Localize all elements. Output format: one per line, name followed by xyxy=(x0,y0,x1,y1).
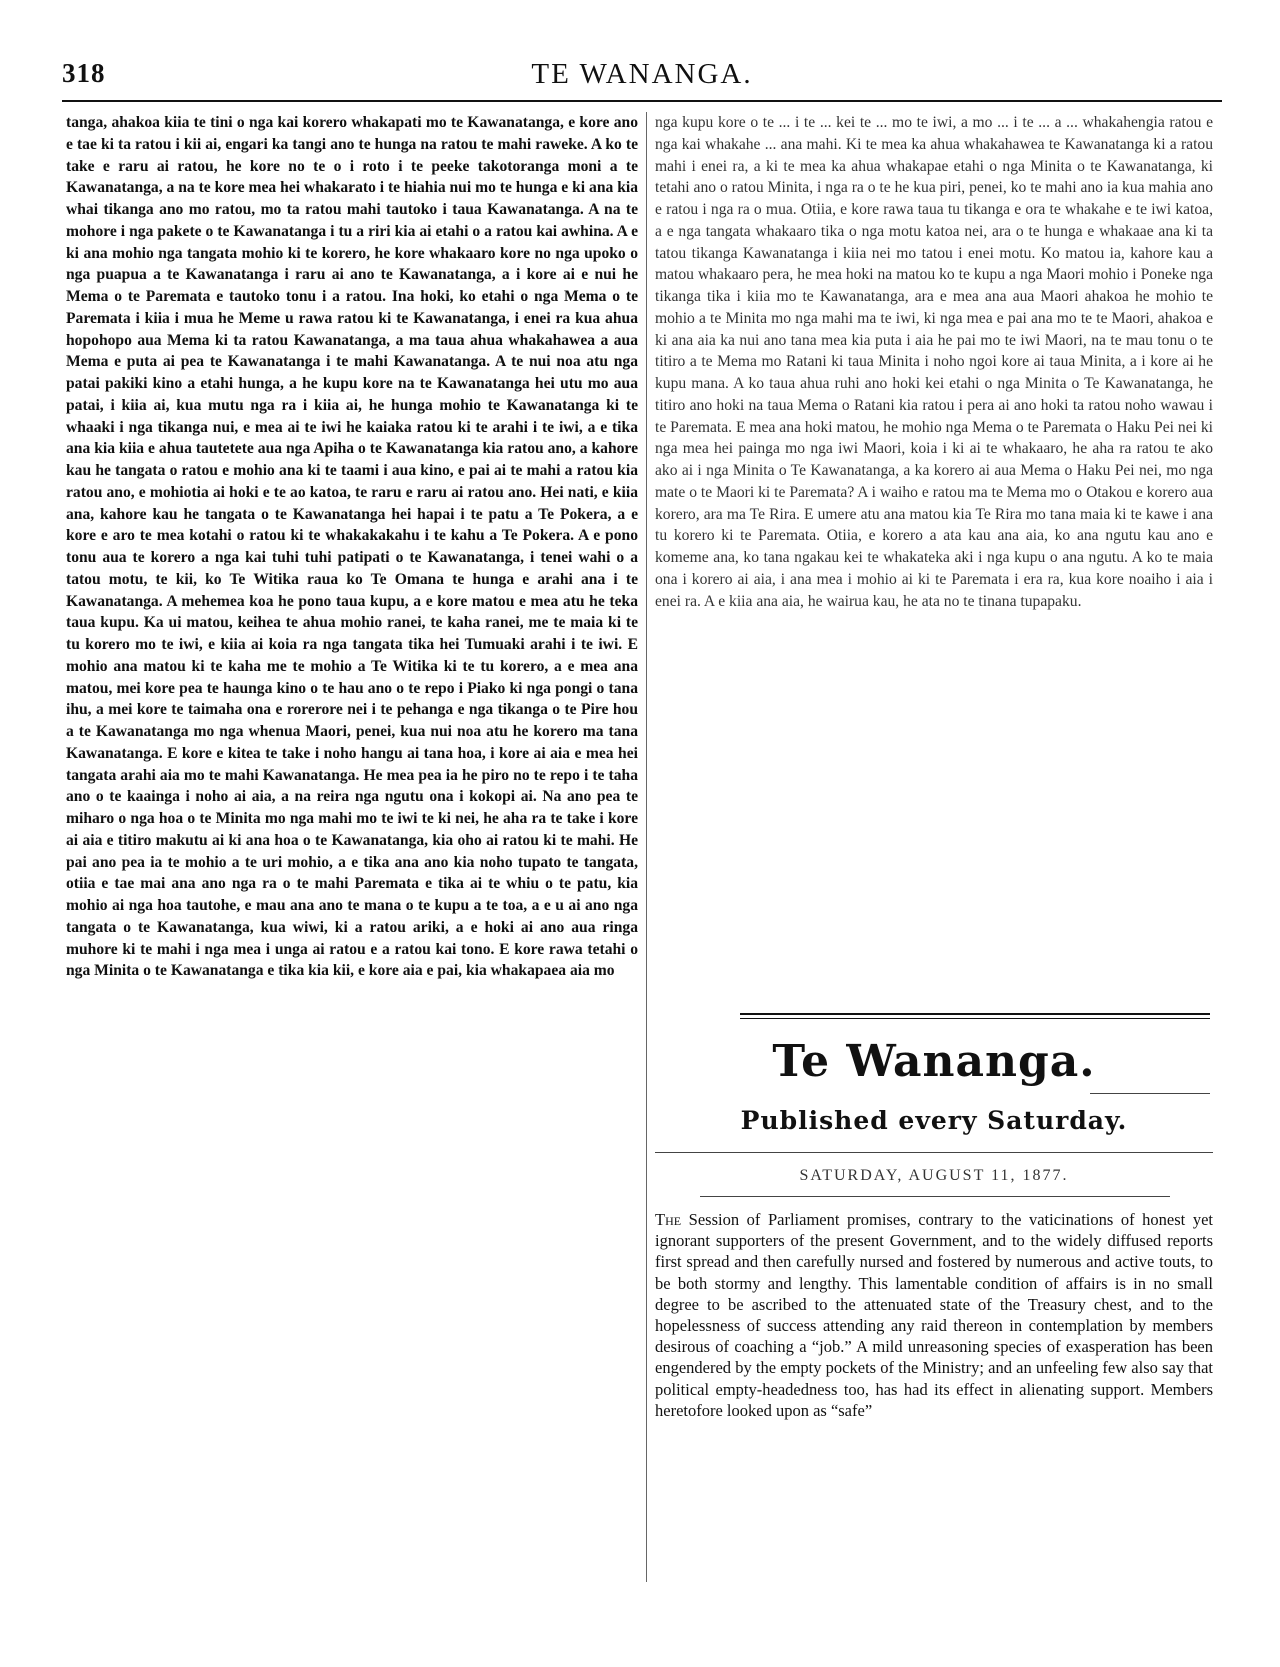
header-rule xyxy=(62,100,1222,102)
dateline-bottom-rule xyxy=(700,1196,1170,1197)
publication-frequency: Published every Saturday. xyxy=(740,1106,1128,1135)
maori-article-continuation: nga kupu kore o te ... i te ... kei te ... mo te iwi, a mo ... i te ... a ... whakahengia ratou e nga kai whakahe ... ana mahi. Ki te mea ka ahua whakahawea te Kawanatanga ki a ratou mahi i enei ra, a ki te mea ka ahua whakapae etahi o nga Minita o te Kawanatanga, ki tetahi ano o ratou Minita, i nga ra o te he kua piri, penei, ko te mahi ano ia kua mahia ano e ratou i nga ra o mua. Otiia, e kore rawa taua tu tikanga e ora te whakahe e te iwi katoa, a e nga tangata whakaaro tika o nga motu katoa nei, ara o te hunga e whakaae ana ki ta tatou tikanga Kawanatanga i kiia nei mo tatou i enei motu. Ko matou ia, kahore kau a matou whakaaro pera, he mea hoki na matou ko te kupu a nga Maori mohio i Poneke nga tikanga tika i kiia mo te Kawanatanga, ara e mea ana aua Maori ahakoa he mohio te mohio a te Minita mo nga mahi ma te iwi, ki nga mea e pai ana mo te te Maori, ahakoa e ki ana aia ka nui ano tana mea kia puta i aia he pai mo te iwi Maori, na te mau tonu o te titiro a te Mema mo Ratani ki taua Minita i noho ngoi kore ai taua Minita, a i kore ai he kupu mana. A ko taua ahua ruhi ano hoki kei etahi o nga Minita o Te Kawanatanga, he titiro ano hoki na taua Mema o Ratani kia ratou i pera ai ano hoki ta ratou noho wawau i te Paremata. E mea ana hoki matou, he mohio nga Mema o te Paremata o Haku Pei nei ki nga mea hei painga mo nga iwi Maori, koia i ki ai te whakaaro, he aha ra ratou te ako ako ai i nga Minita o Te Kawanatanga, a ka korero ai aua Mema o Haku Pei nei, mo nga mate o te Maori ki te Paremata? A i waiho e ratou ma te Mema mo o Otakou e korero aua korero, ara ma Te Rira. E umere atu ana matou kia Te Rira mo tana maia ki te kawe i ana tu korero ki te Paremata. Otiia, e korero a ata kau ana aia, ko ana ngutu kau ano e komeme ana, ko tana ngakau kei te whakateka aki i nga kupu o ana ngutu. A ko te maia ona i korero ai aia, i ana mea i mohio ai ki te Paremata i era ra, kua kore noaiho i aia i enei ra. A e kiia ana aia, he wairua kau, he ata no te tinana tupapaku. xyxy=(655,114,1213,610)
editorial-text: Session of Parliament promises, contrary to the vaticinations of honest yet ignorant supporters of the present Government, and to the widely diffused reports first spread and then carefully nursed and fostered by numerous and active touts, to be both stormy and lengthy. This lamentable condition of affairs is in no small degree to be ascribed to the attenuated state of the Treasury chest, and to the hopelessness of success attending any raid thereon in contemplation by members desirous of coaching a “job.” A mild unreasoning species of exasperation has been engendered by the empty pockets of the Ministry; and an unfeeling few also say that political empty-headedness too, has had its effect in alienating support. Members heretofore looked upon as “safe” xyxy=(655,1210,1213,1420)
maori-column-right xyxy=(655,112,1213,612)
maori-column-left xyxy=(66,112,638,982)
nameplate-rule xyxy=(1090,1093,1210,1094)
page-header xyxy=(62,58,1222,98)
column-divider xyxy=(646,112,647,1582)
running-title: TE WANANGA. xyxy=(531,58,753,90)
nameplate-top-rule xyxy=(740,1013,1210,1019)
editorial-paragraph xyxy=(655,1209,1213,1421)
maori-article-text: tanga, ahakoa kiia te tini o nga kai korero whakapati mo te Kawanatanga, e kore ano e tae ki ta ratou i kii ai, engari ka tangi ano te hunga na ratou te mahi raweke. A ko te take e raru ai ratou, he kore no te o i roto i te peeke takotoranga moni a te Kawanatanga, a na te kore mea hei whakarato i te hiahia nui mo te hunga e ki ana kia whai tikanga ano mo ratou, mo ta ratou mahi tautoko i taua Kawanatanga. A na te mohore i nga pakete o te Kawanatanga i tu a riri kia ai etahi o a ratou kai awhina. A e ki ana mohio nga tangata mohio ki te korero, he kore whakaaro kore no nga upoko o nga puapua a te Kawanatanga i raru ai ano te Kawanatanga, a i kore ai e nui he Mema o te Paremata e tautoko tonu i a ratou. Ina hoki, ko etahi o nga Mema o te Paremata i kiia i mua he Meme u rawa ratou ki te Kawanatanga, i enei ra kua ahua hopohopo aua Mema ki ta ratou Kawanatanga, a ma taua ahua whakahawea a aua Mema e puta ai pea te Kawanatanga i te mahi Kawanatanga. A te nui noa atu nga patai pakiki kino a etahi hunga, a he kupu kore na te Kawanatanga hei utu mo aua patai, i kiia ai, kua mutu nga ra i kiia ai, he hunga mohio te Kawanatanga ki te whaaki i nga tikanga nui, e mea ai te iwi he kaiaka ratou ki te arahi i te iwi, a e tika ana kia kiia e ahua tautetete aua nga Apiha o te Kawanatanga kia ratou ano, a kahore kau he tangata o ratou e mohio ana ki te taami i aua kino, e pai ai te mahi a ratou kia ratou ano, e mohiotia ai hoki e te ao katoa, te raru e raru ai ratou ano. Hei nati, e kiia ana, kahore kau he tangata o te Kawanatanga hei hapai i te patu a Te Pokera, a e kore e aro te mea kotahi o ratou ki te whakakakahu i te kahu a Te Pokera. A e pono tonu aua te korero a nga kai tuhi tuhi patipati o te Kawanatanga, i tenei wahi o a tatou motu, te kii, ko Te Witika raua ko Te Omana te hunga e arahi ana i te Kawanatanga. A mehemea koa he pono taua kupu, a e kore matou e mea atu he teka taua kupu. Ka ui matou, keihea te ahua mohio ranei, te kaha ranei, me te maia ki te tu korero mo te iwi, e kiia ai koia ra nga tangata tika hei Tumuaki arahi i te iwi. E mohio ana matou ki te kaha me te mohio a Te Witika ki te tu korero, a e mea ana matou, mei kore pea te haunga kino o te hau ano o te repo i Piako ki nga pongi o tana ihu, a mei kore te taimaha ona e rorerore nei i te pehanga e nga tikanga o te Pire hou a te Kawanatanga mo nga whenua Maori, penei, kua nui noa atu he korero ma tana Kawanatanga. E kore e kitea te take i noho hangu ai tana hoa, i kore ai aia e mea hei tangata arahi aia mo te mahi Kawanatanga. He mea pea ia he piro no te repo i te taha ano o te kaainga i noho ai aia, a na reira nga ngutu ona i kokopi ai. Na ano pea te miharo o nga hoa o te Minita mo nga mahi mo te iwi te ki nei, he aha ra te take i kore ai aia e titiro makutu ai ki ana hoa o te Kawanatanga, kia oho ai ratou ki te mahi. He pai ano pea ia te mohio a te uri mohio, a e tika ana ano kia noho tupato te tangata, otiia e tae mai ana ano nga ra o te mahi Paremata e tika ai te whiu o te patu, kia mohio ai nga hoa tautohe, e mau ana ano te mana o te kupu a te toa, a e u ai ano nga tangata o te Kawanatanga, kua wiwi, ki a ratou ariki, a e hoki ai ano aua ringa muhore ki te mahi i nga mea i unga ai ratou e a ratou kai tono. E kore rawa tetahi o nga Minita o te Kawanatanga e tika kia kii, e kore aia e pai, kia whakapaea aia mo xyxy=(66,114,638,980)
editorial-lead-word: The xyxy=(655,1210,682,1229)
dateline-top-rule xyxy=(655,1152,1213,1153)
english-editorial xyxy=(655,1209,1213,1421)
paper-nameplate: Te Wananga. xyxy=(772,1036,1096,1087)
issue-dateline: SATURDAY, AUGUST 11, 1877. xyxy=(799,1167,1069,1184)
page-number: 318 xyxy=(62,58,106,88)
